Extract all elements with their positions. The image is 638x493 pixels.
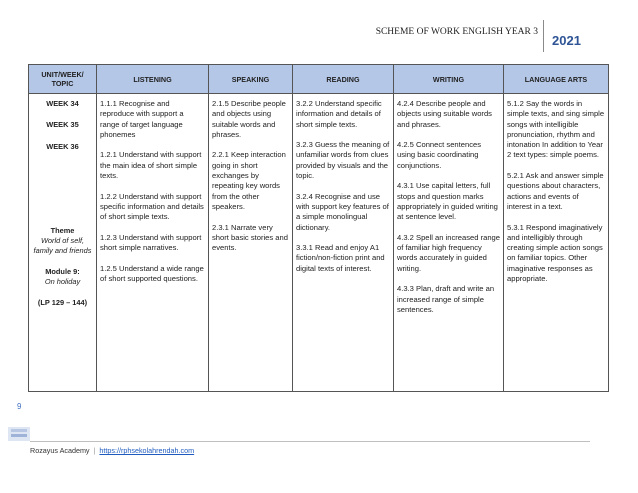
- week-label: WEEK 34: [46, 99, 79, 108]
- column-header-language-arts: LANGUAGE ARTS: [504, 65, 609, 94]
- document-title: SCHEME OF WORK ENGLISH YEAR 3: [375, 27, 538, 37]
- header-year: 2021: [552, 33, 581, 48]
- module-label: Module 9:: [45, 267, 80, 277]
- standard-item: 2.2.1 Keep interaction going in short exchanges by repeating key words from the other speakers.: [212, 150, 286, 211]
- standard-item: 5.3.1 Respond imaginatively and intelligibly through creating simple action songs on familiar topics. Other imaginative responses as appropriate.: [507, 222, 603, 284]
- theme-label: Theme: [50, 225, 75, 235]
- column-header-listening: LISTENING: [97, 65, 209, 94]
- reading-cell: [293, 94, 394, 392]
- standard-item: 3.2.3 Guess the meaning of unfamiliar words from clues provided by visuals and the topic.: [296, 140, 390, 181]
- standard-item: 1.2.3 Understand with support short simple narratives.: [100, 232, 202, 253]
- standard-item: 1.2.1 Understand with support the main idea of short simple texts.: [100, 150, 202, 181]
- footer-divider: [30, 441, 590, 442]
- standard-item: 1.2.2 Understand with support specific information and details of short simple texts.: [100, 191, 204, 222]
- footer-author: Rozayus Academy: [30, 446, 90, 455]
- column-header-topic: UNIT/WEEK/ TOPIC: [29, 65, 97, 94]
- standard-item: 2.1.5 Describe people and objects using suitable words and phrases.: [212, 99, 286, 139]
- standard-item: 5.2.1 Ask and answer simple questions about characters, actions and events of interest in a text.: [507, 171, 604, 211]
- topic-cell: [29, 94, 97, 392]
- listening-cell: [97, 94, 209, 392]
- footer-bars-icon: [8, 427, 30, 441]
- standard-item: 4.3.1 Use capital letters, full stops and question marks appropriately in guided writing at sentence level.: [397, 181, 498, 222]
- standard-item: 1.1.1 Recognise and reproduce with support a range of target language phonemes: [100, 99, 184, 139]
- week-label: WEEK 36: [46, 141, 79, 151]
- writing-cell: [394, 94, 504, 392]
- standard-item: 2.3.1 Narrate very short basic stories and events.: [212, 222, 288, 253]
- standard-item: 3.3.1 Read and enjoy A1 fiction/non-fiction print and digital texts of interest.: [296, 243, 385, 273]
- page-number: 9: [17, 402, 22, 411]
- footer-link[interactable]: https://rphsekolahrendah.com: [99, 446, 195, 455]
- theme-value: World of self, family and friends: [33, 236, 92, 256]
- lesson-plan-range: (LP 129 – 144): [37, 297, 88, 307]
- language-arts-cell: [504, 94, 609, 392]
- scheme-of-work-table: [28, 64, 609, 392]
- standard-item: 4.3.2 Spell an increased range of familiar high frequency words accurately in guided writing.: [397, 232, 501, 273]
- column-header-speaking: SPEAKING: [209, 65, 293, 94]
- standard-item: 4.2.4 Describe people and objects using suitable words and phrases.: [397, 99, 492, 129]
- standard-item: 4.2.5 Connect sentences using basic coordinating conjunctions.: [397, 140, 482, 170]
- speaking-cell: [209, 94, 293, 392]
- footer: [30, 446, 194, 455]
- standard-item: 3.2.2 Understand specific information and details of short simple texts.: [296, 99, 382, 129]
- table-row: [29, 94, 609, 392]
- column-header-writing: WRITING: [394, 65, 504, 94]
- standard-item: 4.3.3 Plan, draft and write an increased range of simple sentences.: [397, 284, 495, 314]
- table-header-row: [29, 65, 609, 94]
- week-label: WEEK 35: [46, 120, 79, 130]
- standard-item: 1.2.5 Understand a wide range of short supported questions.: [100, 263, 204, 284]
- footer-separator: |: [93, 446, 96, 455]
- column-header-reading: READING: [293, 65, 394, 94]
- header-divider: [543, 20, 544, 52]
- module-value: On holiday: [44, 277, 81, 287]
- standard-item: 3.2.4 Recognise and use with support key features of a simple monolingual dictionary.: [296, 191, 389, 232]
- standard-item: 5.1.2 Say the words in simple texts, and sing simple songs with intelligible pronunciation, rhythm and intonation In addition to Year 2 text types: simple poems.: [507, 99, 605, 160]
